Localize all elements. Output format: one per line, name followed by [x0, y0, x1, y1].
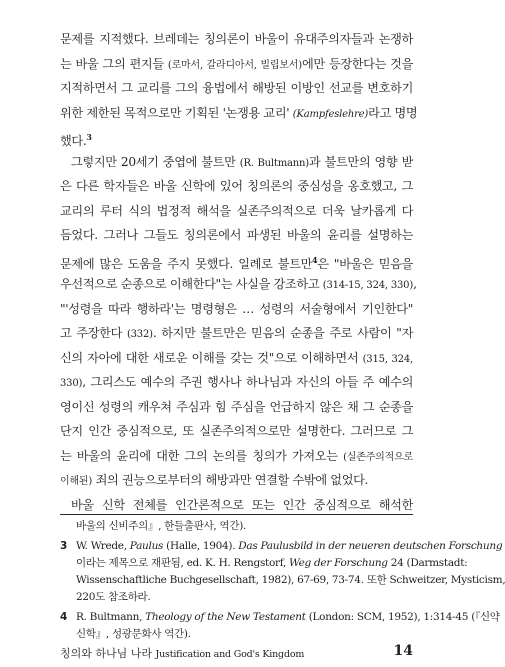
page-number: 14: [393, 643, 413, 659]
footnote-number: 3: [60, 540, 68, 552]
footnote-4: [60, 609, 500, 643]
body-line: [60, 223, 413, 248]
text-run: 문제를 지적했다. 브레데는 칭의론이 바울이 유대주의자들과 논쟁하: [60, 32, 413, 46]
text-run: 은 다른 학자들은 바울 신학에 있어 칭의론의 중심성을 옹호했고, 그: [60, 179, 413, 193]
body-line: 그렇지만 20세기 중엽에 불트만 (R. Bultmann)과 불트만의 영향 받: [71, 154, 413, 169]
body-line: [60, 395, 413, 420]
footnote-continuation: 바울의 신비주의』, 한들출판사, 역간).: [76, 520, 247, 532]
running-title: [60, 645, 304, 661]
body-line: 는 바울 그의 편지들 (로마서, 갈라디아서, 빌립보서)에만 등장한다는 것을: [60, 56, 413, 71]
page-footer: [60, 645, 413, 661]
book-title-english: Justification and God's Kingdom: [155, 649, 305, 660]
text-run: 영이신 성령의 캐우쳐 주심과 힘 주심을 언급하지 않은 채 그 순종을: [60, 399, 413, 414]
body-line: [60, 199, 413, 224]
text-run: 지적하면서 그 교리를 그의 융법에서 해방된 이방인 선교를 변호하기: [60, 81, 413, 95]
footnote-line: R. Bultmann, Theology of the New Testament (London: SCM, 1952), 1:314-45 (『신약: [76, 611, 500, 623]
body-line: 이해된) 죄의 권능으로부터의 해방과만 연결할 수밖에 없었다.: [60, 473, 369, 487]
footnote-line: 신학』, 성광문화사 역간).: [76, 628, 191, 640]
text-run: 듬었다. 그러나 그들도 칭의론에서 파생된 바울의 윤리를 설명하는: [60, 228, 413, 242]
body-line: [60, 27, 413, 52]
body-line: 위한 제한된 목적으로만 기획된 '논쟁용 교리' (Kampfeslehre)라고 명명: [60, 105, 418, 120]
body-line: [60, 419, 413, 444]
body-line: 고 주장한다 (332). 하지만 불트만은 믿음의 순종을 주로 사람이 "자: [60, 326, 413, 340]
body-line: [60, 297, 413, 322]
footnote-3: [60, 538, 505, 606]
body-text: [60, 27, 418, 517]
body-line: 했다.$^3$: [60, 132, 92, 149]
body-line: 신의 자아에 대한 새로운 이해를 갖는 것"으로 이해하면서 (315, 324,: [60, 350, 413, 365]
book-title-korean: 칭의와 하나님 나라: [60, 647, 153, 660]
body-line: [60, 76, 413, 101]
footnote-line: 220도 참조하라.: [76, 591, 151, 603]
body-line: 330), 그리스도 예수의 주권 행사나 하나님과 자신의 아들 주 예수의: [60, 375, 413, 389]
body-line: 는 바울의 윤리에 대한 그의 논의를 칭의가 가져오는 (실존주의적으로: [60, 448, 413, 463]
footnote-number: 4: [60, 611, 68, 623]
footnote-line: 이라는 제목으로 재판됨, ed. K. H. Rengstorf, Weg der Forschung 24 (Darmstadt:: [76, 557, 468, 569]
footnote-line: W. Wrede, Paulus (Halle, 1904). Das Paulusbild in der neueren deutschen Forschung: [76, 540, 503, 552]
body-line: 우선적으로 순종으로 이해한다"는 사실을 강조하고 (314-15, 324, 330),: [60, 277, 417, 291]
text-run: "'성령을 따라 행하라'는 명령형은 … 성령의 서술형에서 기인한다": [60, 301, 413, 316]
text-run: 바울 신학 전체를 인간론적으로 또는 인간 중심적으로 해석한: [71, 497, 413, 512]
footnote-line: Wissenschaftliche Buchgesellschaft, 1982), 67-69, 73-74. 또한 Schweitzer, Mysticism,: [76, 574, 505, 586]
body-line: 문제에 많은 도움을 주지 못했다. 일례로 불트만$^4$은 "바울은 믿음을: [60, 254, 413, 271]
text-run: 교리의 루터 식의 법정적 해석을 실존주의적으로 더욱 날카롭게 다: [60, 203, 413, 218]
body-line: [60, 174, 413, 199]
text-run: 단지 인간 중심적으로, 또 실존주의적으로만 설명한다. 그러므로 그: [60, 424, 413, 438]
footnote-divider: [60, 514, 413, 515]
